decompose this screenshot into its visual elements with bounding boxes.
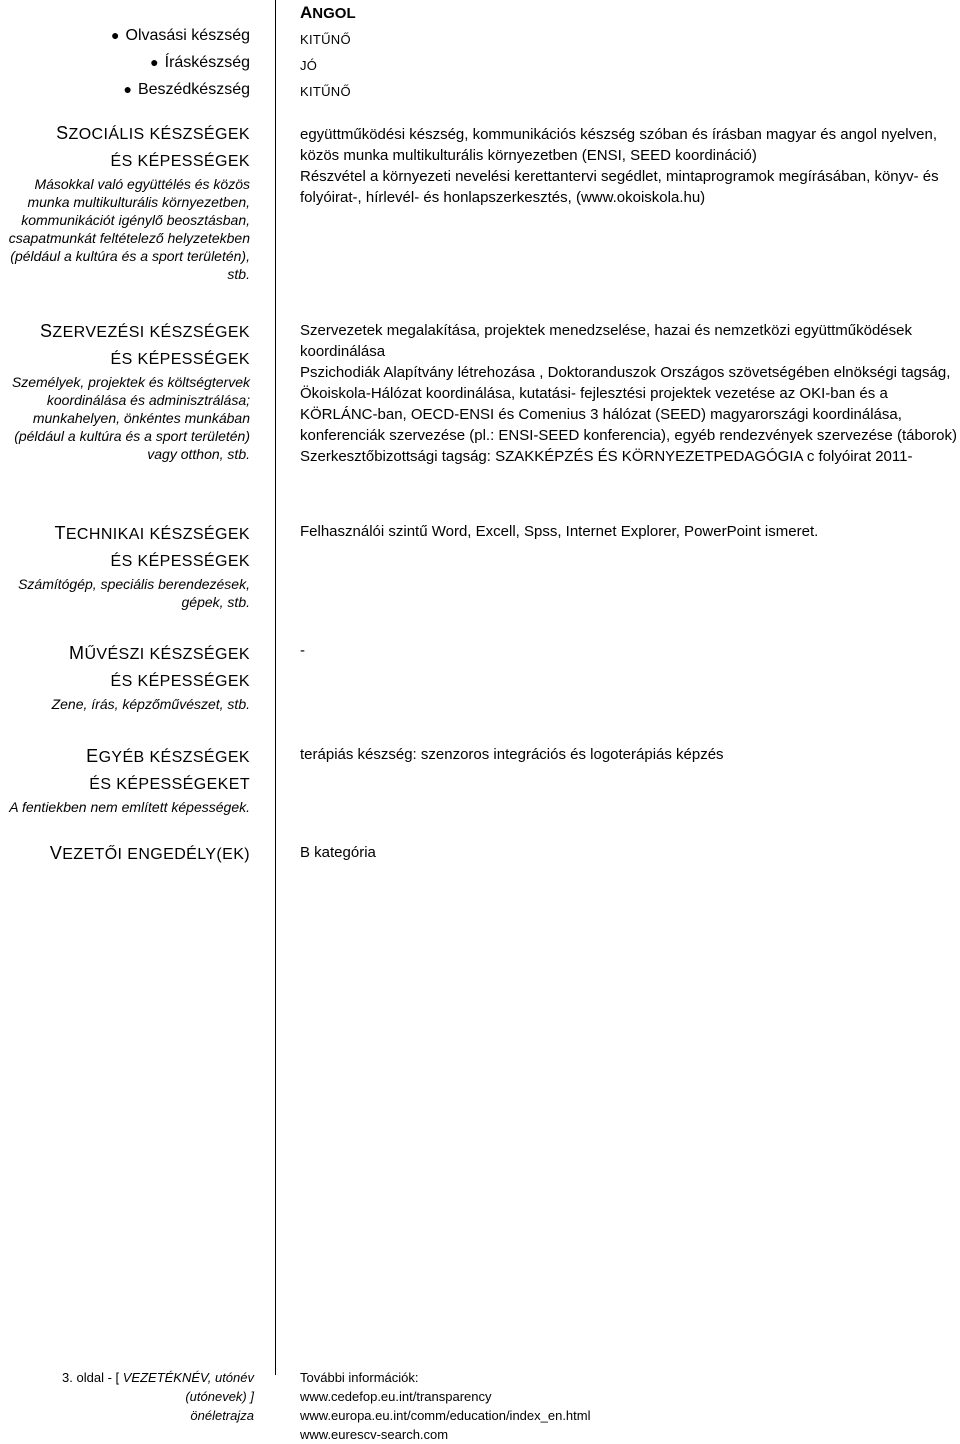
section-subtitle: Számítógép, speciális berendezések, gépek, stb.	[18, 576, 250, 610]
section-heading-2: ÉS KÉPESSÉGEK	[110, 351, 250, 368]
content-paragraph: Szerkesztőbizottsági tagság: SZAKKÉPZÉS ÉS KÖRNYEZETPEDAGÓGIA c folyóirat 2011-	[300, 448, 913, 465]
artistic-skills-content	[300, 640, 960, 661]
section-heading: MŰVÉSZI KÉSZSÉGEK	[69, 643, 250, 663]
artistic-skills-label	[0, 640, 250, 713]
writing-level: JÓ	[300, 58, 318, 73]
language-skills-list	[111, 22, 250, 103]
technical-skills-label	[0, 520, 250, 611]
reading-level: KITŰNŐ	[300, 32, 351, 47]
section-subtitle: Személyek, projektek és költségtervek koordinálása és adminisztrálása; munkahelyen, önkéntes munkában (például a kultúra és a sport területén) vagy otthon, stb.	[11, 374, 250, 462]
section-heading: TECHNIKAI KÉSZSÉGEK	[54, 523, 250, 543]
section-heading: EGYÉB KÉSZSÉGEK	[86, 746, 250, 766]
speaking-level: KITŰNŐ	[300, 84, 351, 99]
column-divider	[275, 0, 276, 1375]
list-item: ● Beszédkészség	[123, 81, 250, 98]
organizational-skills-content	[300, 320, 960, 467]
driving-licence-content	[300, 842, 960, 863]
language-block	[300, 0, 356, 105]
cv-label: önéletrajza	[190, 1408, 254, 1423]
content-paragraph: együttműködési készség, kommunikációs készség szóban és írásban magyar és angol nyelven, közös munka multikulturális környezetben (ENSI, SEED koordináció)	[300, 126, 937, 164]
footer-page-info	[0, 1368, 254, 1425]
content-paragraph: Részvétel a környezeti nevelési kerettantervi segédlet, mintaprogramok megírásában, könyv- és folyóirat-, hírlevél- és honlapszerkesztés, (www.okoiskola.hu)	[300, 168, 939, 206]
page-number: 3. oldal - [	[62, 1370, 123, 1385]
section-subtitle: Zene, írás, képzőművészet, stb.	[51, 696, 250, 712]
bullet-icon: ●	[150, 54, 159, 70]
social-skills-label	[0, 120, 250, 283]
footer-link-eurescv[interactable]: www.eurescv-search.com	[300, 1427, 449, 1442]
other-skills-content	[300, 744, 960, 765]
content-paragraph: -	[300, 642, 305, 659]
section-heading: VEZETŐI ENGEDÉLY(EK)	[49, 843, 250, 863]
content-paragraph: Pszichodiák Alapítvány létrehozása , Doktoranduszok Országos szövetségében elnökségi tagság, Ökoiskola-Hálózat koordinálása, kutatási- fejlesztési projektek vezetése az OKI-ban és a KÖRLÁNC-ban, OECD-ENSI és Comenius 3 hálózat (SEED) magyarországi koordinálása, konferenciák szervezése (pl.: ENSI-SEED konferencia), egyéb rendezvények szervezése (táborok)	[300, 364, 957, 444]
content-paragraph: Felhasználói szintű Word, Excell, Spss, Internet Explorer, PowerPoint ismeret.	[300, 523, 819, 540]
driving-licence-label	[0, 840, 250, 868]
section-heading-2: ÉS KÉPESSÉGEK	[110, 673, 250, 690]
organizational-skills-label	[0, 318, 250, 463]
bullet-icon: ●	[123, 81, 132, 97]
content-paragraph: terápiás készség: szenzoros integrációs és logoterápiás képzés	[300, 746, 724, 763]
section-heading-2: ÉS KÉPESSÉGEK	[110, 153, 250, 170]
section-heading-2: ÉS KÉPESSÉGEK	[110, 553, 250, 570]
footer-more-info	[300, 1368, 591, 1444]
more-info-label: További információk:	[300, 1370, 419, 1385]
section-subtitle: Másokkal való együttélés és közös munka multikulturális környezetben, kommunikációt igénylő beosztásban, csapatmunkát feltételező helyzetekben (például a kultúra és a sport területén), stb.	[8, 176, 250, 282]
footer-link-cedefop[interactable]: www.cedefop.eu.int/transparency	[300, 1389, 492, 1404]
social-skills-content	[300, 124, 960, 208]
content-paragraph: Szervezetek megalakítása, projektek menedzselése, hazai és nemzetközi együttműködések koordinálása	[300, 322, 912, 360]
section-heading: SZOCIÁLIS KÉSZSÉGEK	[56, 123, 250, 143]
list-item: ● Íráskészség	[150, 54, 250, 71]
bullet-icon: ●	[111, 27, 120, 43]
footer-page-line	[0, 1368, 254, 1406]
section-heading: SZERVEZÉSI KÉSZSÉGEK	[40, 321, 250, 341]
name-placeholder: VEZETÉKNÉV, utónév (utónevek) ]	[122, 1370, 254, 1404]
section-subtitle: A fentiekben nem említett képességek.	[9, 799, 250, 815]
content-paragraph: B kategória	[300, 844, 376, 861]
list-item: ● Olvasási készség	[111, 27, 250, 44]
other-skills-label	[0, 743, 250, 816]
section-heading-2: ÉS KÉPESSÉGEKET	[89, 776, 250, 793]
technical-skills-content	[300, 521, 960, 542]
language-name: ANGOL	[300, 3, 356, 22]
footer-link-europa[interactable]: www.europa.eu.int/comm/education/index_en.html	[300, 1408, 591, 1423]
